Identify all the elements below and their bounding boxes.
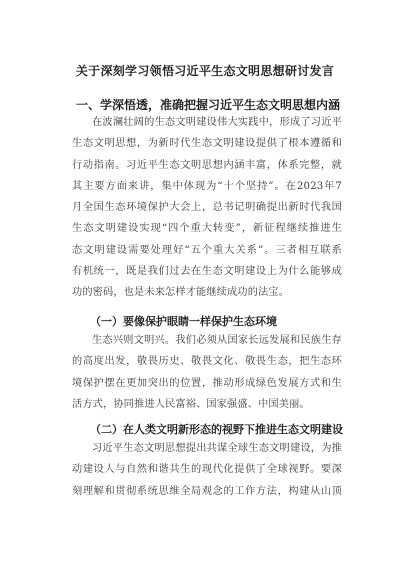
paragraph-2 <box>72 330 342 415</box>
paragraph-line: 其主要方面来讲，集中体现为“十个坚持”。在2023年7 <box>72 180 342 192</box>
paragraph-line: 习近平生态文明思想提出共谋全球生态文明建设，为推 <box>92 443 342 454</box>
paragraph-line: 活方式，协同推进人民富裕、国家强盛、中国美丽。 <box>72 398 310 410</box>
subsection-heading-2: （二）在人类文明新形态的视野下推进生态文明建设 <box>90 423 343 436</box>
paragraph-line: 有机统一，既是我们过去在生态文明建设上为什么能够成 <box>72 266 342 278</box>
paragraph-line: 动建设人与自然和谐共生的现代化提供了全球视野。要深 <box>72 464 342 476</box>
paragraph-line: 境保护摆在更加突出的位置，推动形成绿色发展方式和生 <box>72 377 342 389</box>
paragraph-line: 在波澜壮阔的生态文明建设伟大实践中，形成了习近平 <box>92 117 342 128</box>
paragraph-line: 生态兴则文明兴。我们必须从国家长远发展和民族生存 <box>92 335 342 346</box>
document-title: 关于深刻学习领悟习近平生态文明思想研讨发言 <box>75 64 335 78</box>
paragraph-1 <box>72 112 342 304</box>
paragraph-3 <box>72 438 342 502</box>
subsection-heading-1: （一）要像保护眼睛一样保护生态环境 <box>90 315 277 328</box>
section-heading-1: 一、学深悟透，准确把握习近平生态文明思想内涵 <box>76 98 341 112</box>
paragraph-line: 刻理解和贯彻系统思维全局观念的工作方法，构建从山顶 <box>72 485 342 497</box>
paragraph-line: 功的密码，也是未来怎样才能继续成功的法宝。 <box>72 287 290 299</box>
paragraph-line: 生态文明思想，为新时代生态文明建设提供了根本遵循和 <box>72 138 342 150</box>
paragraph-line: 生态文明建设实现“四个重大转变”，新征程继续推进生 <box>72 223 342 235</box>
paragraph-line: 态文明建设需要处理好“五个重大关系”。三者相互联系 <box>72 244 342 256</box>
paragraph-line: 月全国生态环境保护大会上，总书记明确提出新时代我国 <box>72 202 342 214</box>
paragraph-line: 行动指南。习近平生态文明思想内涵丰富，体系完整，就 <box>72 159 342 171</box>
paragraph-line: 的高度出发，敬畏历史、敬畏文化、敬畏生态，把生态环 <box>72 356 342 368</box>
